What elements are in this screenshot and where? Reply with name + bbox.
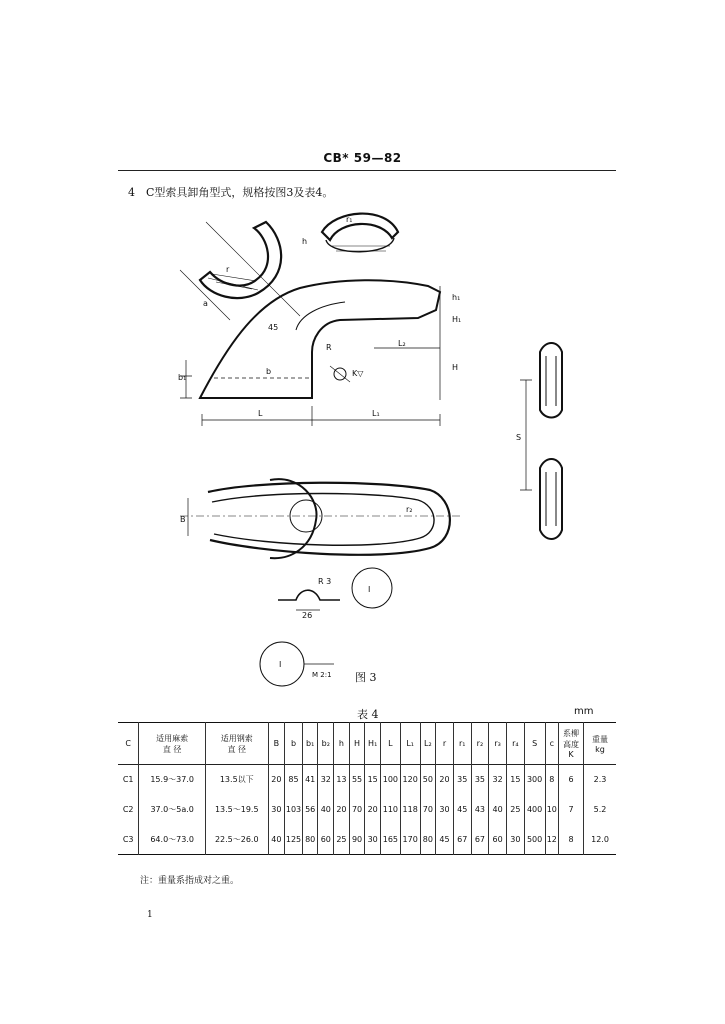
table-cell: 8 xyxy=(545,765,559,795)
col-header: 适用钢索 直 径 xyxy=(206,723,269,765)
table-cell: 45 xyxy=(453,795,471,825)
table-cell: 15 xyxy=(506,765,524,795)
col-header: r₁ xyxy=(453,723,471,765)
col-header: C xyxy=(125,739,131,748)
table-header-row xyxy=(118,723,616,765)
edge-views xyxy=(520,343,562,539)
table-note: 注：重量系指成对之重。 xyxy=(140,876,240,886)
table-cell: 8 xyxy=(559,825,584,855)
table-cell: 13.5～19.5 xyxy=(206,795,269,825)
table-cell: 43 xyxy=(471,795,489,825)
standard-code-header: CB* 59—82 xyxy=(323,151,402,165)
table-cell: 125 xyxy=(285,825,303,855)
figure-caption: 图 3 xyxy=(355,671,377,684)
col-header: r₂ xyxy=(471,723,489,765)
label-angle: 45 xyxy=(268,323,279,332)
col-header: L₂ xyxy=(420,723,436,765)
label-r1: r₁ xyxy=(346,215,353,224)
table-cell: 85 xyxy=(285,765,303,795)
label-H1: H₁ xyxy=(452,315,462,324)
table-cell: 30 xyxy=(506,825,524,855)
table-cell: 45 xyxy=(436,825,454,855)
table-unit: mm xyxy=(574,706,594,717)
col-header: r₃ xyxy=(489,723,507,765)
col-header: B xyxy=(268,723,285,765)
label-dim-26: 26 xyxy=(302,611,313,620)
label-L: L xyxy=(258,409,263,418)
table-cell: 40 xyxy=(489,795,507,825)
label-r: r xyxy=(226,265,230,274)
section-4-text: 4 C型索具卸角型式，规格按图3及表4。 xyxy=(128,186,334,199)
label-b: b xyxy=(266,367,272,376)
table-cell: 110 xyxy=(380,795,400,825)
table-cell: C3 xyxy=(122,834,134,844)
table-cell: 40 xyxy=(268,825,285,855)
label-scale: M 2:1 xyxy=(312,671,332,679)
plan-view xyxy=(180,479,460,558)
table-cell: 35 xyxy=(471,765,489,795)
label-detail-I-2: I xyxy=(279,660,282,669)
col-header: 适用麻索 直 径 xyxy=(139,723,206,765)
table-cell: 80 xyxy=(302,825,318,855)
table-row xyxy=(118,795,616,825)
page-number: 1 xyxy=(147,910,153,920)
col-header: H₁ xyxy=(365,723,381,765)
table-cell: 300 xyxy=(524,765,545,795)
table-cell: 41 xyxy=(302,765,318,795)
table-cell: 64.0～73.0 xyxy=(139,825,206,855)
table-cell: 50 xyxy=(420,765,436,795)
table-cell: 20 xyxy=(334,795,350,825)
table-cell: 20 xyxy=(268,765,285,795)
table-cell: 35 xyxy=(453,765,471,795)
col-header: L₁ xyxy=(400,723,420,765)
label-r2: r₂ xyxy=(406,505,413,514)
col-header: H xyxy=(349,723,365,765)
label-b1: b₁ xyxy=(178,373,187,382)
table-cell: 30 xyxy=(436,795,454,825)
table-cell: 7 xyxy=(559,795,584,825)
col-header: h xyxy=(334,723,350,765)
col-header: b xyxy=(285,723,303,765)
col-header: L xyxy=(380,723,400,765)
table-cell: 67 xyxy=(471,825,489,855)
col-header: b₁ xyxy=(302,723,318,765)
table-cell: 80 xyxy=(420,825,436,855)
table-row xyxy=(118,825,616,855)
table-cell: 15 xyxy=(365,765,381,795)
table-cell: 70 xyxy=(420,795,436,825)
table-cell: 20 xyxy=(436,765,454,795)
label-S: S xyxy=(516,433,522,442)
table-cell: 118 xyxy=(400,795,420,825)
col-header: r₄ xyxy=(506,723,524,765)
table-cell: 2.3 xyxy=(584,765,616,795)
cross-section-right xyxy=(322,214,398,252)
col-header: b₂ xyxy=(318,723,334,765)
table-cell: 30 xyxy=(268,795,285,825)
table-cell: C1 xyxy=(122,775,134,785)
label-L1: L₁ xyxy=(372,409,380,418)
table-cell: 170 xyxy=(400,825,420,855)
label-L2: L₂ xyxy=(398,339,406,348)
table-cell: 20 xyxy=(365,795,381,825)
table-cell: 100 xyxy=(380,765,400,795)
label-B: B xyxy=(180,515,186,524)
label-detail-I: I xyxy=(368,585,371,594)
col-header: 重量 kg xyxy=(584,723,616,765)
col-header: 系柳 高度 K xyxy=(559,723,584,765)
table-cell: C2 xyxy=(122,805,134,814)
label-h1: h₁ xyxy=(452,293,461,302)
table-cell: 60 xyxy=(318,825,334,855)
table-cell: 32 xyxy=(318,765,334,795)
col-header: c xyxy=(545,723,559,765)
table-cell: 12 xyxy=(545,825,559,855)
table-cell: 165 xyxy=(380,825,400,855)
spec-table xyxy=(118,722,616,855)
col-header: S xyxy=(524,723,545,765)
label-roughness: K▽ xyxy=(352,369,364,378)
cross-section-left xyxy=(200,222,281,298)
col-header: r xyxy=(436,723,454,765)
table-cell: 25 xyxy=(506,795,524,825)
table-cell: 30 xyxy=(365,825,381,855)
table-cell: 13 xyxy=(334,765,350,795)
table-cell: 15.9～37.0 xyxy=(139,765,206,795)
table-cell: 120 xyxy=(400,765,420,795)
label-R: R xyxy=(326,343,332,352)
table-cell: 90 xyxy=(349,825,365,855)
table-cell: 500 xyxy=(524,825,545,855)
table-cell: 25 xyxy=(334,825,350,855)
table-cell: 55 xyxy=(349,765,365,795)
label-a: a xyxy=(203,299,208,308)
label-h: h xyxy=(302,237,308,246)
table-cell: 6 xyxy=(559,765,584,795)
table-cell: 12.0 xyxy=(584,825,616,855)
table-cell: 32 xyxy=(489,765,507,795)
table-cell: 56 xyxy=(302,795,318,825)
label-r3-dim: R 3 xyxy=(318,577,332,586)
label-H: H xyxy=(452,363,459,372)
table-cell: 22.5～26.0 xyxy=(206,825,269,855)
table-cell: 10 xyxy=(545,795,559,825)
side-view xyxy=(180,222,440,426)
table-cell: 40 xyxy=(318,795,334,825)
table-cell: 103 xyxy=(285,795,303,825)
table-cell: 37.0～5a.0 xyxy=(139,795,206,825)
table-cell: 400 xyxy=(524,795,545,825)
table-cell: 13.5以下 xyxy=(206,765,269,795)
table-title: 表 4 xyxy=(357,708,379,721)
table-cell: 5.2 xyxy=(584,795,616,825)
table-cell: 60 xyxy=(489,825,507,855)
table-row xyxy=(118,765,616,795)
table-cell: 70 xyxy=(349,795,365,825)
table-cell: 67 xyxy=(453,825,471,855)
